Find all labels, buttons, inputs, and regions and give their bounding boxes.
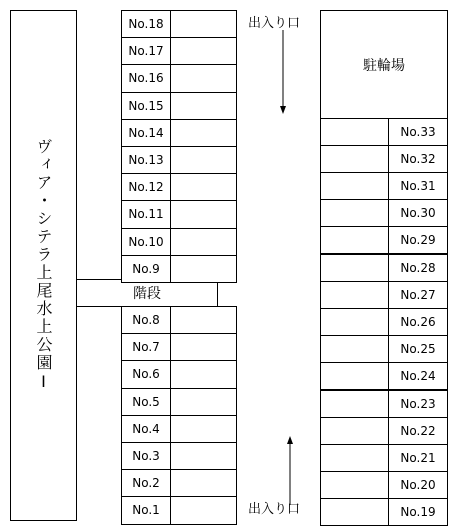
parking-space [320,390,389,418]
parking-space-label: No.6 [121,360,171,388]
parking-space-label: No.30 [388,199,448,227]
parking-space [170,200,237,228]
parking-space-label: No.20 [388,471,448,499]
parking-space [170,119,237,147]
parking-space [320,308,389,336]
parking-space-label: No.12 [121,173,171,201]
entrance-bottom-label: 出入り口 [248,502,301,517]
parking-space-label: No.29 [388,226,448,254]
parking-space [170,64,237,92]
parking-space-label: No.13 [121,146,171,174]
parking-space-label: No.7 [121,333,171,361]
parking-space-label: No.25 [388,335,448,363]
parking-space [170,469,237,497]
parking-space [170,228,237,256]
bike-parking-label: 駐輪場 [363,57,405,74]
parking-space [320,417,389,445]
parking-space [320,471,389,499]
parking-space [320,226,389,254]
parking-space [170,415,237,443]
parking-space [170,306,237,334]
parking-space-label: No.22 [388,417,448,445]
parking-space-label: No.9 [121,255,171,283]
parking-space-label: No.1 [121,496,171,524]
parking-space [170,496,237,524]
parking-space [320,145,389,173]
building-name: ヴィア・シテラ上尾水上公園Ⅰ [34,138,53,393]
parking-space [170,37,237,65]
parking-space [170,92,237,120]
parking-space [320,498,389,526]
parking-space-label: No.18 [121,10,171,38]
parking-space [170,146,237,174]
parking-space-label: No.27 [388,281,448,309]
parking-space-label: No.5 [121,388,171,416]
parking-space-label: No.2 [121,469,171,497]
parking-space-label: No.33 [388,118,448,146]
parking-space-label: No.4 [121,415,171,443]
parking-space-label: No.21 [388,444,448,472]
parking-space [320,254,389,282]
parking-space-label: No.31 [388,172,448,200]
parking-space-label: No.19 [388,498,448,526]
parking-space-label: No.3 [121,442,171,470]
parking-space [320,172,389,200]
parking-space [320,335,389,363]
parking-space [170,173,237,201]
parking-space [320,199,389,227]
entrance-top-label: 出入り口 [248,16,301,31]
parking-space [320,281,389,309]
parking-space-label: No.26 [388,308,448,336]
parking-space [320,118,389,146]
parking-space [170,255,237,283]
parking-space-label: No.10 [121,228,171,256]
parking-space-label: No.17 [121,37,171,65]
parking-space-label: No.23 [388,390,448,418]
parking-space [170,10,237,38]
parking-space-label: No.16 [121,64,171,92]
parking-space [320,444,389,472]
parking-space-label: No.8 [121,306,171,334]
parking-space [170,442,237,470]
arrow-up-icon [287,436,293,444]
parking-space-label: No.15 [121,92,171,120]
parking-space [320,362,389,390]
arrow-down-icon [280,106,286,114]
parking-space [170,388,237,416]
parking-space-label: No.14 [121,119,171,147]
parking-space-label: No.28 [388,254,448,282]
parking-space-label: No.24 [388,362,448,390]
stairs-label: 階段 [133,286,161,302]
parking-space [170,333,237,361]
parking-space-label: No.32 [388,145,448,173]
parking-space-label: No.11 [121,200,171,228]
parking-space [170,360,237,388]
